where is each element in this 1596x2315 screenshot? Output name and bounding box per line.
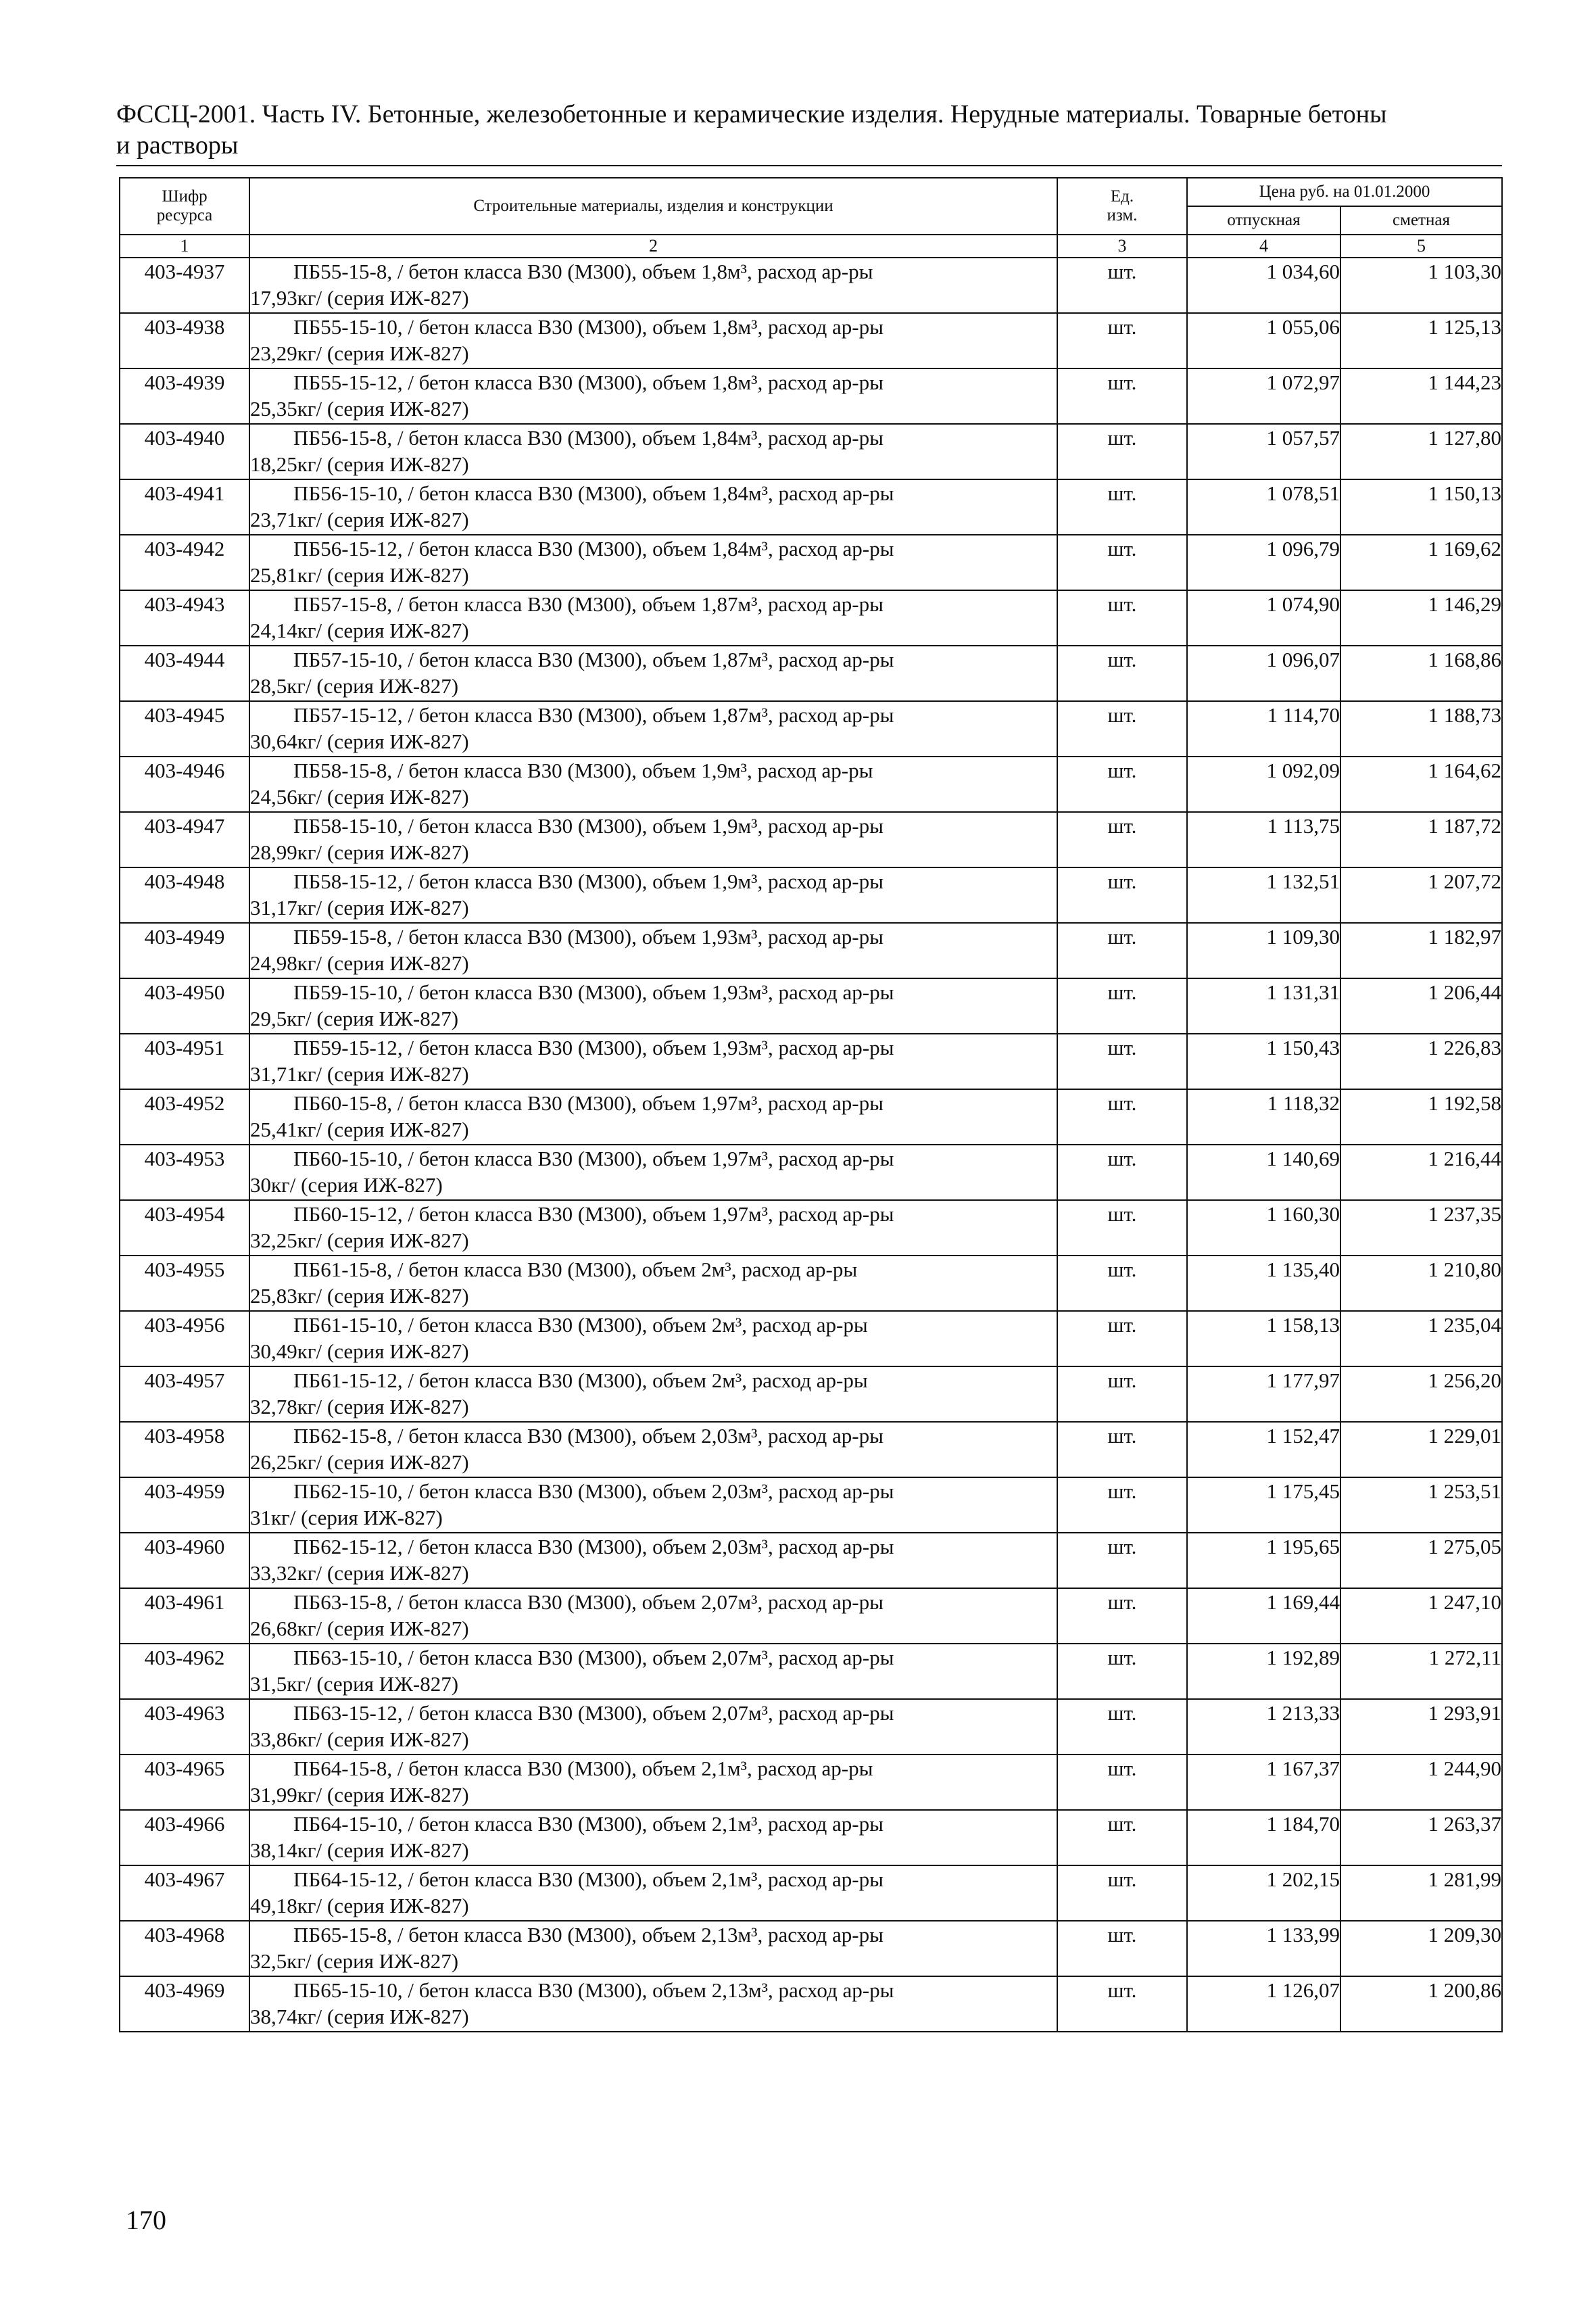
estimate-price-cell: 1 200,86: [1340, 1976, 1502, 2032]
unit-cell: шт.: [1057, 646, 1187, 701]
unit-cell: шт.: [1057, 1644, 1187, 1699]
col-header-description: Строительные материалы, изделия и конструкции: [249, 178, 1057, 235]
material-description: [249, 1256, 1057, 1311]
table-row: [120, 1422, 1502, 1477]
material-description: [249, 1422, 1057, 1477]
resource-code: 403-4946: [120, 757, 249, 812]
description-line-1: ПБ65-15-10, / бетон класса В30 (М300), объем 2,13м³, расход ар-ры: [293, 1978, 894, 2002]
estimate-price-cell: 1 168,86: [1340, 646, 1502, 701]
release-price-cell: 1 133,99: [1187, 1921, 1340, 1976]
unit-cell: шт.: [1057, 313, 1187, 368]
resource-code: 403-4956: [120, 1311, 249, 1366]
estimate-price-cell: 1 206,44: [1340, 978, 1502, 1034]
unit-cell: шт.: [1057, 479, 1187, 535]
material-description: [249, 812, 1057, 867]
description-line-1: ПБ64-15-12, / бетон класса В30 (М300), объем 2,1м³, расход ар-ры: [293, 1867, 884, 1891]
unit-cell: шт.: [1057, 1533, 1187, 1588]
description-line-2: 23,29кг/ (серия ИЖ-827): [250, 341, 469, 365]
estimate-price-cell: 1 182,97: [1340, 923, 1502, 978]
description-line-2: 32,78кг/ (серия ИЖ-827): [250, 1395, 469, 1418]
description-line-2: 33,32кг/ (серия ИЖ-827): [250, 1561, 469, 1585]
description-line-1: ПБ57-15-12, / бетон класса В30 (М300), объем 1,87м³, расход ар-ры: [293, 703, 894, 727]
resource-code: 403-4943: [120, 590, 249, 646]
estimate-price-cell: 1 247,10: [1340, 1588, 1502, 1644]
description-line-2: 33,86кг/ (серия ИЖ-827): [250, 1727, 469, 1751]
resource-code: 403-4952: [120, 1089, 249, 1145]
unit-cell: шт.: [1057, 1311, 1187, 1366]
description-line-2: 31,17кг/ (серия ИЖ-827): [250, 896, 469, 920]
material-description: [249, 646, 1057, 701]
resource-code: 403-4969: [120, 1976, 249, 2032]
release-price-cell: 1 096,79: [1187, 535, 1340, 590]
unit-cell: шт.: [1057, 1034, 1187, 1089]
table-row: [120, 1533, 1502, 1588]
resource-code: 403-4962: [120, 1644, 249, 1699]
material-description: [249, 923, 1057, 978]
material-description: [249, 1810, 1057, 1865]
description-line-2: 30,64кг/ (серия ИЖ-827): [250, 730, 469, 753]
description-line-2: 31,5кг/ (серия ИЖ-827): [250, 1672, 459, 1696]
release-price-cell: 1 213,33: [1187, 1699, 1340, 1755]
resource-code: 403-4965: [120, 1755, 249, 1810]
resource-code: 403-4967: [120, 1865, 249, 1921]
table-row: [120, 1865, 1502, 1921]
unit-cell: шт.: [1057, 1921, 1187, 1976]
description-line-1: ПБ58-15-12, / бетон класса В30 (М300), объем 1,9м³, расход ар-ры: [293, 869, 884, 893]
description-line-1: ПБ61-15-10, / бетон класса В30 (М300), объем 2м³, расход ар-ры: [293, 1313, 868, 1337]
unit-cell: шт.: [1057, 1810, 1187, 1865]
resource-code: 403-4940: [120, 424, 249, 479]
col-number-5: 5: [1340, 235, 1502, 258]
release-price-cell: 1 072,97: [1187, 368, 1340, 424]
resource-code: 403-4966: [120, 1810, 249, 1865]
description-line-2: 28,5кг/ (серия ИЖ-827): [250, 674, 459, 698]
release-price-cell: 1 034,60: [1187, 258, 1340, 313]
description-line-1: ПБ59-15-10, / бетон класса В30 (М300), объем 1,93м³, расход ар-ры: [293, 980, 894, 1004]
description-line-1: ПБ55-15-12, / бетон класса В30 (М300), объем 1,8м³, расход ар-ры: [293, 371, 884, 394]
release-price-cell: 1 192,89: [1187, 1644, 1340, 1699]
description-line-1: ПБ55-15-8, / бетон класса В30 (М300), объем 1,8м³, расход ар-ры: [293, 260, 873, 283]
description-line-1: ПБ57-15-10, / бетон класса В30 (М300), объем 1,87м³, расход ар-ры: [293, 648, 894, 671]
unit-cell: шт.: [1057, 1976, 1187, 2032]
material-description: [249, 1366, 1057, 1422]
table-row: [120, 1976, 1502, 2032]
description-line-1: ПБ62-15-12, / бетон класса В30 (М300), объем 2,03м³, расход ар-ры: [293, 1535, 894, 1558]
release-price-cell: 1 184,70: [1187, 1810, 1340, 1865]
description-line-2: 25,35кг/ (серия ИЖ-827): [250, 397, 469, 421]
unit-cell: шт.: [1057, 1089, 1187, 1145]
table-row: [120, 1311, 1502, 1366]
description-line-2: 25,81кг/ (серия ИЖ-827): [250, 563, 469, 587]
material-description: [249, 368, 1057, 424]
resource-code: 403-4957: [120, 1366, 249, 1422]
estimate-price-cell: 1 216,44: [1340, 1145, 1502, 1200]
estimate-price-cell: 1 192,58: [1340, 1089, 1502, 1145]
col-header-price-release: отпускная: [1187, 206, 1340, 235]
release-price-cell: 1 140,69: [1187, 1145, 1340, 1200]
estimate-price-cell: 1 263,37: [1340, 1810, 1502, 1865]
resource-code: 403-4953: [120, 1145, 249, 1200]
unit-cell: шт.: [1057, 1256, 1187, 1311]
release-price-cell: 1 135,40: [1187, 1256, 1340, 1311]
estimate-price-cell: 1 207,72: [1340, 867, 1502, 923]
table-row: [120, 1810, 1502, 1865]
release-price-cell: 1 109,30: [1187, 923, 1340, 978]
release-price-cell: 1 158,13: [1187, 1311, 1340, 1366]
page-title-line2: и растворы: [116, 131, 239, 160]
estimate-price-cell: 1 187,72: [1340, 812, 1502, 867]
material-description: [249, 1311, 1057, 1366]
description-line-1: ПБ55-15-10, / бетон класса В30 (М300), объем 1,8м³, расход ар-ры: [293, 315, 884, 339]
unit-cell: шт.: [1057, 1200, 1187, 1256]
estimate-price-cell: 1 293,91: [1340, 1699, 1502, 1755]
material-description: [249, 1588, 1057, 1644]
col-header-price-estimate: сметная: [1340, 206, 1502, 235]
material-description: [249, 1145, 1057, 1200]
unit-cell: шт.: [1057, 1477, 1187, 1533]
description-line-1: ПБ64-15-10, / бетон класса В30 (М300), объем 2,1м³, расход ар-ры: [293, 1812, 884, 1836]
page-title: [116, 99, 1502, 161]
material-description: [249, 535, 1057, 590]
description-line-2: 31кг/ (серия ИЖ-827): [250, 1506, 443, 1529]
col-header-unit-top: Ед.: [1110, 187, 1134, 206]
unit-cell: шт.: [1057, 590, 1187, 646]
unit-cell: шт.: [1057, 368, 1187, 424]
estimate-price-cell: 1 253,51: [1340, 1477, 1502, 1533]
release-price-cell: 1 131,31: [1187, 978, 1340, 1034]
release-price-cell: 1 132,51: [1187, 867, 1340, 923]
col-header-price-group: Цена руб. на 01.01.2000: [1187, 178, 1502, 206]
description-line-2: 31,71кг/ (серия ИЖ-827): [250, 1062, 469, 1086]
material-description: [249, 258, 1057, 313]
estimate-price-cell: 1 244,90: [1340, 1755, 1502, 1810]
description-line-1: ПБ61-15-8, / бетон класса В30 (М300), объем 2м³, расход ар-ры: [293, 1258, 858, 1281]
material-description: [249, 424, 1057, 479]
description-line-2: 24,14кг/ (серия ИЖ-827): [250, 619, 469, 642]
resource-code: 403-4947: [120, 812, 249, 867]
description-line-1: ПБ56-15-12, / бетон класса В30 (М300), объем 1,84м³, расход ар-ры: [293, 537, 894, 560]
resource-code: 403-4945: [120, 701, 249, 757]
estimate-price-cell: 1 146,29: [1340, 590, 1502, 646]
release-price-cell: 1 092,09: [1187, 757, 1340, 812]
unit-cell: шт.: [1057, 1588, 1187, 1644]
description-line-2: 18,25кг/ (серия ИЖ-827): [250, 452, 469, 476]
resource-code: 403-4961: [120, 1588, 249, 1644]
release-price-cell: 1 150,43: [1187, 1034, 1340, 1089]
description-line-2: 32,25кг/ (серия ИЖ-827): [250, 1228, 469, 1252]
description-line-2: 17,93кг/ (серия ИЖ-827): [250, 286, 469, 310]
unit-cell: шт.: [1057, 757, 1187, 812]
description-line-1: ПБ58-15-10, / бетон класса В30 (М300), объем 1,9м³, расход ар-ры: [293, 814, 884, 838]
table-row: [120, 424, 1502, 479]
material-description: [249, 1699, 1057, 1755]
description-line-2: 29,5кг/ (серия ИЖ-827): [250, 1007, 459, 1030]
description-line-2: 26,68кг/ (серия ИЖ-827): [250, 1617, 469, 1640]
material-description: [249, 757, 1057, 812]
table-row: [120, 1755, 1502, 1810]
resource-code: 403-4968: [120, 1921, 249, 1976]
unit-cell: шт.: [1057, 1366, 1187, 1422]
table-row: [120, 867, 1502, 923]
price-table: [119, 177, 1503, 2032]
table-row: [120, 1200, 1502, 1256]
estimate-price-cell: 1 125,13: [1340, 313, 1502, 368]
table-row: [120, 1256, 1502, 1311]
estimate-price-cell: 1 127,80: [1340, 424, 1502, 479]
description-line-1: ПБ63-15-8, / бетон класса В30 (М300), объем 2,07м³, расход ар-ры: [293, 1590, 884, 1614]
description-line-1: ПБ65-15-8, / бетон класса В30 (М300), объем 2,13м³, расход ар-ры: [293, 1923, 884, 1947]
table-header: [120, 178, 1502, 258]
resource-code: 403-4963: [120, 1699, 249, 1755]
release-price-cell: 1 057,57: [1187, 424, 1340, 479]
table-body: [120, 258, 1502, 2032]
release-price-cell: 1 160,30: [1187, 1200, 1340, 1256]
description-line-1: ПБ58-15-8, / бетон класса В30 (М300), объем 1,9м³, расход ар-ры: [293, 759, 873, 782]
resource-code: 403-4951: [120, 1034, 249, 1089]
title-divider: [116, 165, 1502, 166]
unit-cell: шт.: [1057, 812, 1187, 867]
table-row: [120, 1588, 1502, 1644]
description-line-1: ПБ56-15-8, / бетон класса В30 (М300), объем 1,84м³, расход ар-ры: [293, 426, 884, 450]
table-row: [120, 535, 1502, 590]
page-title-line1: ФССЦ-2001. Часть IV. Бетонные, железобетонные и керамические изделия. Нерудные материалы. Товарные бетоны: [116, 100, 1387, 128]
description-line-1: ПБ60-15-8, / бетон класса В30 (М300), объем 1,97м³, расход ар-ры: [293, 1091, 884, 1115]
release-price-cell: 1 126,07: [1187, 1976, 1340, 2032]
unit-cell: шт.: [1057, 1145, 1187, 1200]
unit-cell: шт.: [1057, 258, 1187, 313]
estimate-price-cell: 1 210,80: [1340, 1256, 1502, 1311]
table-row: [120, 701, 1502, 757]
resource-code: 403-4942: [120, 535, 249, 590]
estimate-price-cell: 1 256,20: [1340, 1366, 1502, 1422]
resource-code: 403-4941: [120, 479, 249, 535]
material-description: [249, 1200, 1057, 1256]
table-row: [120, 1477, 1502, 1533]
col-number-1: 1: [120, 235, 249, 258]
resource-code: 403-4958: [120, 1422, 249, 1477]
material-description: [249, 1533, 1057, 1588]
resource-code: 403-4959: [120, 1477, 249, 1533]
unit-cell: шт.: [1057, 701, 1187, 757]
material-description: [249, 590, 1057, 646]
unit-cell: шт.: [1057, 978, 1187, 1034]
description-line-2: 49,18кг/ (серия ИЖ-827): [250, 1894, 469, 1917]
unit-cell: шт.: [1057, 1422, 1187, 1477]
description-line-2: 23,71кг/ (серия ИЖ-827): [250, 508, 469, 531]
release-price-cell: 1 118,32: [1187, 1089, 1340, 1145]
table-row: [120, 258, 1502, 313]
description-line-2: 25,41кг/ (серия ИЖ-827): [250, 1118, 469, 1141]
unit-cell: шт.: [1057, 535, 1187, 590]
description-line-1: ПБ64-15-8, / бетон класса В30 (М300), объем 2,1м³, расход ар-ры: [293, 1757, 873, 1780]
description-line-2: 38,74кг/ (серия ИЖ-827): [250, 2005, 469, 2028]
estimate-price-cell: 1 188,73: [1340, 701, 1502, 757]
material-description: [249, 1034, 1057, 1089]
description-line-2: 32,5кг/ (серия ИЖ-827): [250, 1949, 459, 1973]
material-description: [249, 867, 1057, 923]
unit-cell: шт.: [1057, 1755, 1187, 1810]
col-header-code-bottom: ресурса: [156, 206, 213, 224]
description-line-2: 38,14кг/ (серия ИЖ-827): [250, 1838, 469, 1862]
table-row: [120, 812, 1502, 867]
release-price-cell: 1 152,47: [1187, 1422, 1340, 1477]
material-description: [249, 1976, 1057, 2032]
description-line-1: ПБ60-15-10, / бетон класса В30 (М300), объем 1,97м³, расход ар-ры: [293, 1147, 894, 1170]
col-header-code-top: Шифр: [162, 187, 208, 206]
estimate-price-cell: 1 272,11: [1340, 1644, 1502, 1699]
unit-cell: шт.: [1057, 424, 1187, 479]
unit-cell: шт.: [1057, 867, 1187, 923]
estimate-price-cell: 1 150,13: [1340, 479, 1502, 535]
col-header-code: [120, 178, 249, 235]
estimate-price-cell: 1 144,23: [1340, 368, 1502, 424]
col-number-4: 4: [1187, 235, 1340, 258]
table-row: [120, 1366, 1502, 1422]
release-price-cell: 1 114,70: [1187, 701, 1340, 757]
resource-code: 403-4939: [120, 368, 249, 424]
material-description: [249, 1865, 1057, 1921]
description-line-1: ПБ62-15-8, / бетон класса В30 (М300), объем 2,03м³, расход ар-ры: [293, 1424, 884, 1448]
description-line-1: ПБ59-15-8, / бетон класса В30 (М300), объем 1,93м³, расход ар-ры: [293, 925, 884, 949]
release-price-cell: 1 167,37: [1187, 1755, 1340, 1810]
table-row: [120, 978, 1502, 1034]
resource-code: 403-4954: [120, 1200, 249, 1256]
resource-code: 403-4938: [120, 313, 249, 368]
description-line-2: 30,49кг/ (серия ИЖ-827): [250, 1339, 469, 1363]
description-line-1: ПБ60-15-12, / бетон класса В30 (М300), объем 1,97м³, расход ар-ры: [293, 1202, 894, 1226]
estimate-price-cell: 1 209,30: [1340, 1921, 1502, 1976]
unit-cell: шт.: [1057, 1865, 1187, 1921]
description-line-2: 26,25кг/ (серия ИЖ-827): [250, 1450, 469, 1474]
estimate-price-cell: 1 164,62: [1340, 757, 1502, 812]
material-description: [249, 701, 1057, 757]
material-description: [249, 1089, 1057, 1145]
material-description: [249, 1644, 1057, 1699]
material-description: [249, 1921, 1057, 1976]
material-description: [249, 479, 1057, 535]
material-description: [249, 978, 1057, 1034]
description-line-2: 28,99кг/ (серия ИЖ-827): [250, 840, 469, 864]
description-line-1: ПБ61-15-12, / бетон класса В30 (М300), объем 2м³, расход ар-ры: [293, 1368, 868, 1392]
description-line-1: ПБ63-15-12, / бетон класса В30 (М300), объем 2,07м³, расход ар-ры: [293, 1701, 894, 1725]
material-description: [249, 1755, 1057, 1810]
resource-code: 403-4960: [120, 1533, 249, 1588]
col-number-2: 2: [249, 235, 1057, 258]
unit-cell: шт.: [1057, 923, 1187, 978]
resource-code: 403-4949: [120, 923, 249, 978]
table-row: [120, 923, 1502, 978]
table-row: [120, 313, 1502, 368]
description-line-1: ПБ57-15-8, / бетон класса В30 (М300), объем 1,87м³, расход ар-ры: [293, 592, 884, 616]
release-price-cell: 1 195,65: [1187, 1533, 1340, 1588]
table-row: [120, 757, 1502, 812]
description-line-1: ПБ56-15-10, / бетон класса В30 (М300), объем 1,84м³, расход ар-ры: [293, 481, 894, 505]
col-header-unit-bottom: изм.: [1107, 206, 1138, 224]
estimate-price-cell: 1 275,05: [1340, 1533, 1502, 1588]
table-row: [120, 1034, 1502, 1089]
release-price-cell: 1 074,90: [1187, 590, 1340, 646]
table-row: [120, 1089, 1502, 1145]
estimate-price-cell: 1 169,62: [1340, 535, 1502, 590]
table-row: [120, 590, 1502, 646]
release-price-cell: 1 169,44: [1187, 1588, 1340, 1644]
release-price-cell: 1 078,51: [1187, 479, 1340, 535]
estimate-price-cell: 1 281,99: [1340, 1865, 1502, 1921]
estimate-price-cell: 1 103,30: [1340, 258, 1502, 313]
resource-code: 403-4944: [120, 646, 249, 701]
release-price-cell: 1 202,15: [1187, 1865, 1340, 1921]
resource-code: 403-4937: [120, 258, 249, 313]
table-row: [120, 1699, 1502, 1755]
resource-code: 403-4955: [120, 1256, 249, 1311]
description-line-1: ПБ62-15-10, / бетон класса В30 (М300), объем 2,03м³, расход ар-ры: [293, 1479, 894, 1503]
release-price-cell: 1 096,07: [1187, 646, 1340, 701]
table-row: [120, 646, 1502, 701]
description-line-2: 31,99кг/ (серия ИЖ-827): [250, 1783, 469, 1807]
description-line-2: 24,98кг/ (серия ИЖ-827): [250, 951, 469, 975]
estimate-price-cell: 1 229,01: [1340, 1422, 1502, 1477]
unit-cell: шт.: [1057, 1699, 1187, 1755]
resource-code: 403-4948: [120, 867, 249, 923]
description-line-2: 25,83кг/ (серия ИЖ-827): [250, 1284, 469, 1308]
description-line-1: ПБ63-15-10, / бетон класса В30 (М300), объем 2,07м³, расход ар-ры: [293, 1646, 894, 1669]
release-price-cell: 1 177,97: [1187, 1366, 1340, 1422]
page-number: 170: [126, 2205, 166, 2235]
estimate-price-cell: 1 237,35: [1340, 1200, 1502, 1256]
col-header-unit: [1057, 178, 1187, 235]
material-description: [249, 1477, 1057, 1533]
table-row: [120, 1921, 1502, 1976]
description-line-1: ПБ59-15-12, / бетон класса В30 (М300), объем 1,93м³, расход ар-ры: [293, 1036, 894, 1059]
table-row: [120, 479, 1502, 535]
release-price-cell: 1 055,06: [1187, 313, 1340, 368]
description-line-2: 24,56кг/ (серия ИЖ-827): [250, 785, 469, 809]
estimate-price-cell: 1 235,04: [1340, 1311, 1502, 1366]
release-price-cell: 1 113,75: [1187, 812, 1340, 867]
table-row: [120, 368, 1502, 424]
table-row: [120, 1145, 1502, 1200]
resource-code: 403-4950: [120, 978, 249, 1034]
material-description: [249, 313, 1057, 368]
description-line-2: 30кг/ (серия ИЖ-827): [250, 1173, 443, 1197]
estimate-price-cell: 1 226,83: [1340, 1034, 1502, 1089]
release-price-cell: 1 175,45: [1187, 1477, 1340, 1533]
col-number-3: 3: [1057, 235, 1187, 258]
table-row: [120, 1644, 1502, 1699]
